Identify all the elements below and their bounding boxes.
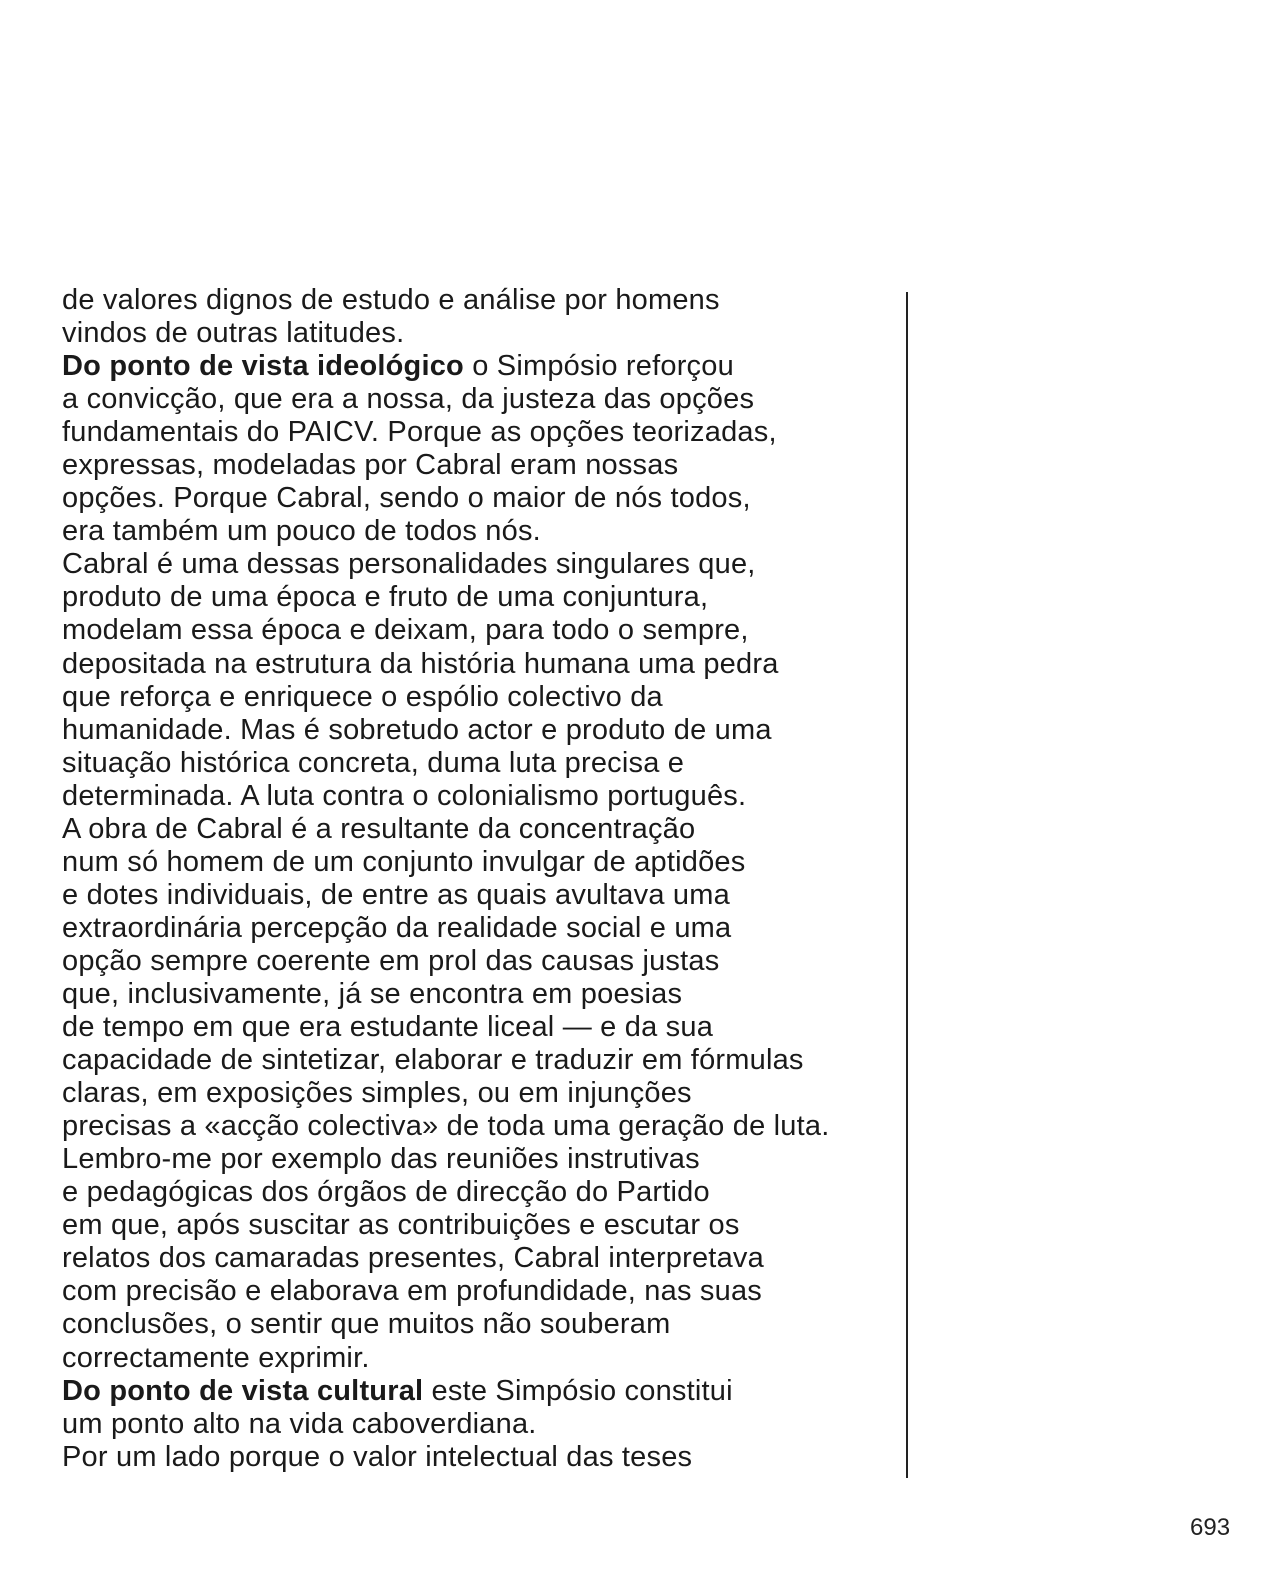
- text-line: [62, 1408, 902, 1441]
- line-text: conclusões, o sentir que muitos não souberam: [62, 1308, 671, 1341]
- text-line: [62, 1176, 902, 1209]
- line-text: um ponto alto na vida caboverdiana.: [62, 1407, 537, 1440]
- line-text: opção sempre coerente em prol das causas justas: [62, 944, 720, 977]
- line-text: capacidade de sintetizar, elaborar e traduzir em fórmulas: [62, 1044, 804, 1077]
- text-line: [62, 1077, 902, 1110]
- line-text: opções. Porque Cabral, sendo o maior de nós todos,: [62, 482, 751, 515]
- text-line: [62, 482, 902, 515]
- line-text: vindos de outras latitudes.: [62, 317, 405, 350]
- text-line: [62, 648, 902, 681]
- line-text: fundamentais do PAICV. Porque as opções teorizadas,: [62, 416, 777, 449]
- line-text: expressas, modeladas por Cabral eram nossas: [62, 449, 679, 482]
- text-line: [62, 846, 902, 879]
- text-line: [62, 317, 902, 350]
- text-line: [62, 548, 902, 581]
- line-text: humanidade. Mas é sobretudo actor e produto de uma: [62, 713, 772, 746]
- text-line: [62, 1044, 902, 1077]
- text-line: [62, 614, 902, 647]
- text-line: [62, 1110, 902, 1143]
- text-line: [62, 879, 902, 912]
- line-text: o Simpósio reforçou: [463, 350, 734, 383]
- line-text: claras, em exposições simples, ou em injunções: [62, 1077, 692, 1110]
- text-line: [62, 912, 902, 945]
- text-line: [62, 284, 902, 317]
- text-line: [62, 1011, 902, 1044]
- line-text: num só homem de um conjunto invulgar de aptidões: [62, 845, 746, 878]
- line-text: Lembro-me por exemplo das reuniões instrutivas: [62, 1143, 700, 1176]
- text-column: [62, 284, 902, 1474]
- line-text: de valores dignos de estudo e análise por homens: [62, 284, 720, 316]
- line-text: que reforça e enriquece o espólio colectivo da: [62, 680, 663, 713]
- line-text: modelam essa época e deixam, para todo o sempre,: [62, 614, 749, 647]
- line-text: Por um lado porque o valor intelectual das teses: [62, 1440, 693, 1473]
- line-text: produto de uma época e fruto de uma conjuntura,: [62, 581, 709, 614]
- text-line: [62, 1242, 902, 1275]
- line-text: determinada. A luta contra o colonialismo português.: [62, 779, 747, 812]
- line-text: extraordinária percepção da realidade social e uma: [62, 911, 732, 944]
- line-text: com precisão e elaborava em profundidade, nas suas: [62, 1275, 762, 1308]
- line-text: correctamente exprimir.: [62, 1341, 370, 1374]
- line-text: depositada na estrutura da história humana uma pedra: [62, 647, 779, 680]
- text-line: [62, 449, 902, 482]
- section-heading-cultural: Do ponto de vista cultural: [62, 1374, 424, 1407]
- text-line: [62, 813, 902, 846]
- line-text: que, inclusivamente, já se encontra em poesias: [62, 977, 683, 1010]
- line-text: este Simpósio constitui: [423, 1374, 733, 1407]
- text-line: [62, 581, 902, 614]
- text-line: [62, 515, 902, 548]
- page-number: 693: [1190, 1514, 1231, 1541]
- text-line: [62, 681, 902, 714]
- line-text: relatos dos camaradas presentes, Cabral interpretava: [62, 1242, 764, 1275]
- line-text: situação histórica concreta, duma luta precisa e: [62, 746, 685, 779]
- text-line: [62, 1143, 902, 1176]
- text-line: [62, 1342, 902, 1375]
- text-line: [62, 978, 902, 1011]
- text-line: [62, 416, 902, 449]
- line-text: Cabral é uma dessas personalidades singulares que,: [62, 548, 756, 581]
- line-text: a convicção, que era a nossa, da justeza das opções: [62, 383, 755, 416]
- text-line: [62, 1441, 902, 1474]
- text-line: [62, 383, 902, 416]
- line-text: em que, após suscitar as contribuições e escutar os: [62, 1209, 740, 1242]
- line-text: de tempo em que era estudante liceal — e da sua: [62, 1011, 714, 1044]
- line-text: A obra de Cabral é a resultante da concentração: [62, 812, 696, 845]
- text-line: [62, 1308, 902, 1341]
- section-heading-ideological: Do ponto de vista ideológico: [62, 350, 464, 383]
- line-text: e dotes individuais, de entre as quais avultava uma: [62, 878, 730, 911]
- text-line: [62, 1275, 902, 1308]
- line-text: precisas a «acção colectiva» de toda uma geração de luta.: [62, 1110, 830, 1143]
- line-text: e pedagógicas dos órgãos de direcção do Partido: [62, 1176, 710, 1209]
- text-line: [62, 945, 902, 978]
- text-line: [62, 747, 902, 780]
- margin-rule: [906, 292, 908, 1478]
- line-text: era também um pouco de todos nós.: [62, 515, 541, 548]
- text-line: [62, 350, 902, 383]
- text-line: [62, 714, 902, 747]
- text-line: [62, 1209, 902, 1242]
- text-line: [62, 780, 902, 813]
- text-line: [62, 1375, 902, 1408]
